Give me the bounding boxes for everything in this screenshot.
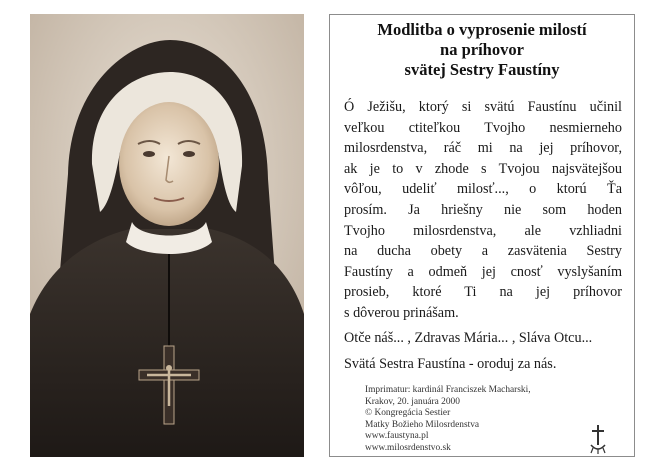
- prayer-line: s dôverou prinášam.: [344, 304, 459, 321]
- imprint-block: [365, 385, 585, 455]
- title-line: na príhovor: [440, 40, 524, 59]
- imprint-line: www.faustyna.pl: [365, 431, 429, 442]
- prayer-line: prosieb, ktoré Ti na jej príhovor: [344, 284, 622, 301]
- imprint-line: © Kongregácia Sestier: [365, 408, 451, 419]
- prayer-text: [344, 97, 622, 324]
- prayer-line: Tvojho milosrdenstva, ale vzhliadni: [344, 222, 622, 239]
- closing-prayers: Otče náš... , Zdravas Mária... , Sláva Otcu...: [344, 330, 593, 346]
- prayer-title: [330, 20, 634, 80]
- imprint-line: Matky Božieho Milosrdenstva: [365, 419, 480, 430]
- imprint-line: www.milosrdenstvo.sk: [365, 442, 451, 453]
- prayer-line: Ó Ježišu, ktorý si svätú Faustínu učinil: [344, 99, 622, 115]
- prayer-line: milosrdenstva, ráč mi na jej príhovor,: [344, 140, 622, 157]
- title-line: svätej Sestry Faustíny: [404, 60, 560, 79]
- prayer-line: na ducha obety a zasvätenia Sestry: [344, 243, 622, 260]
- imprint-line: Krakov, 20. januára 2000: [365, 396, 460, 407]
- congregation-emblem-icon: [587, 423, 609, 455]
- prayer-card: [329, 14, 635, 457]
- prayer-line: vôľou, udeliť milosť..., o ktorú Ťa: [344, 181, 622, 198]
- prayer-line: ak je to v zhode s Tvojou najsvätejšou: [344, 160, 622, 177]
- portrait-photo: [30, 14, 304, 457]
- nun-portrait-icon: [30, 14, 304, 457]
- prayer-line: Faustíny a odmeň jej cnosť vyslyšaním: [344, 263, 622, 280]
- prayer-line: prosím. Ja hriešny nie som hoden: [344, 201, 622, 218]
- invocation: Svätá Sestra Faustína - oroduj za nás.: [344, 356, 557, 372]
- prayer-line: veľkou ctiteľkou Tvojho nesmierneho: [344, 119, 622, 136]
- title-line: Modlitba o vyprosenie milostí: [377, 20, 587, 39]
- imprint-line: Imprimatur: kardinál Franciszek Macharski,: [365, 385, 531, 395]
